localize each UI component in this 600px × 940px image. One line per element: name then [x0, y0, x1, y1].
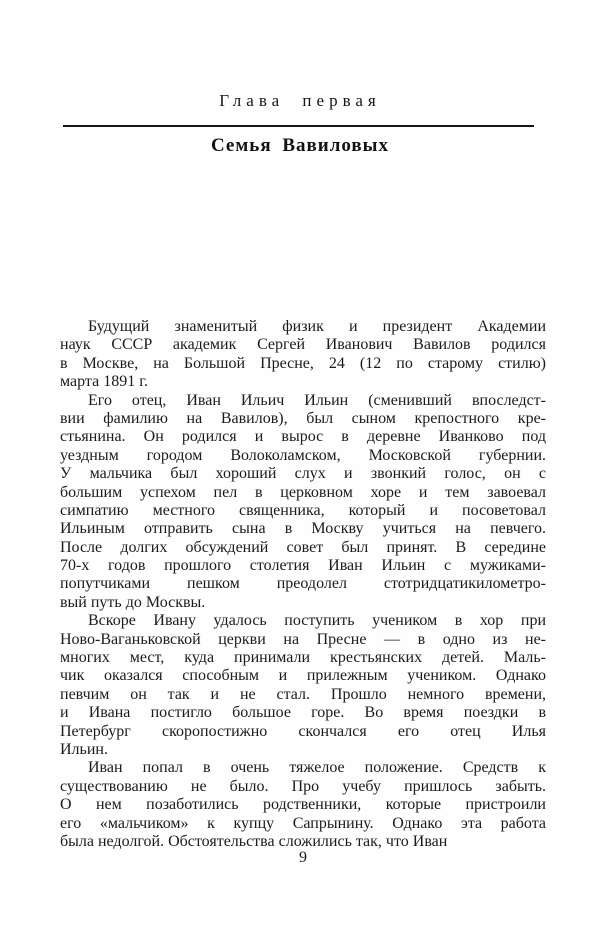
text-line: чик оказался способным и прилежным учеником. Однако	[60, 667, 546, 685]
section-title: Семья Вавиловых	[210, 135, 390, 156]
text-line: стьянина. Он родился и вырос в деревне Иванково под	[60, 428, 546, 446]
text-line: Ильин.	[60, 740, 108, 758]
text-line: вый путь до Москвы.	[60, 593, 206, 611]
text-line: вии фамилию на Вавилов), был сыном крепостного кре-	[60, 409, 546, 427]
text-line: 70-х годов прошлого столетия Иван Ильин с мужиками-	[60, 557, 546, 575]
text-line: многих мест, куда принимали крестьянских детей. Маль-	[60, 649, 546, 667]
text-line: Вскоре Ивану удалось поступить учеником в хор при	[88, 612, 546, 630]
page-number: 9	[299, 849, 307, 866]
text-line: его «мальчиком» к купцу Сапрынину. Однако эта работа	[60, 814, 546, 832]
text-line: Ильиным отправить сына в Москву учиться на певчего.	[60, 520, 546, 538]
text-line: уездным городом Волоколамском, Московской губернии.	[60, 446, 546, 464]
text-line: была недолгой. Обстоятельства сложились так, что Иван	[60, 832, 448, 850]
chapter-heading: Глава первая	[219, 91, 381, 110]
text-line: симпатию местного священника, который и посоветовал	[60, 501, 546, 519]
body-text	[60, 318, 546, 851]
text-line: и Ивана постигло большое горе. Во время поездки в	[60, 704, 546, 722]
text-line: Будущий знаменитый физик и президент Академии	[88, 318, 546, 335]
text-line: наук СССР академик Сергей Иванович Вавилов родился	[60, 336, 546, 354]
text-line: Его отец, Иван Ильич Ильин (сменивший впоследст-	[88, 391, 546, 409]
text-line: большим успехом пел в церковном хоре и тем завоевал	[60, 483, 546, 501]
text-line: Иван попал в очень тяжелое положение. Средств к	[88, 759, 546, 777]
text-line: После долгих обсуждений совет был принят. В середине	[60, 538, 546, 556]
text-line: существованию не было. Про учебу пришлось забыть.	[60, 777, 546, 795]
text-line: О нем позаботились родственники, которые пристроили	[60, 796, 546, 814]
text-line: попутчиками пешком преодолел стотридцатикилометро-	[60, 575, 546, 593]
text-line: певчим он так и не стал. Прошло немного времени,	[60, 685, 546, 703]
text-line: в Москве, на Большой Пресне, 24 (12 по старому стилю)	[60, 354, 546, 372]
text-line: Петербург скоропостижно скончался его отец Илья	[60, 722, 546, 740]
divider-rule	[63, 125, 534, 127]
text-line: Ново-Ваганьковской церкви на Пресне — в одно из не-	[60, 630, 546, 648]
text-line: марта 1891 г.	[60, 373, 148, 391]
text-line: У мальчика был хороший слух и звонкий голос, он с	[60, 465, 546, 483]
